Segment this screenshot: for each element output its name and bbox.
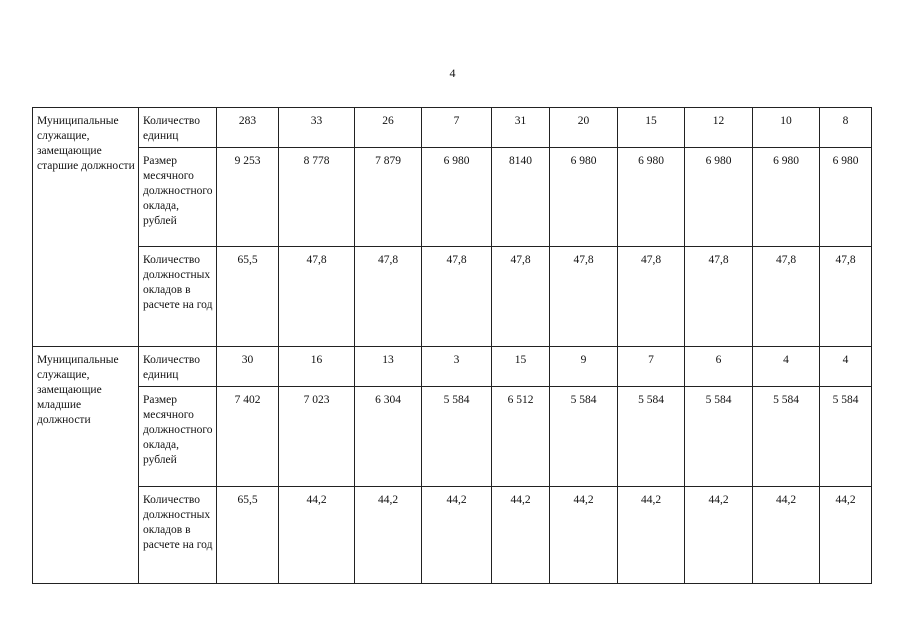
value-cell: 47,8	[354, 247, 421, 347]
indicator-cell: Количество должностных окладов в расчете на год	[139, 247, 217, 347]
value-cell: 6 980	[684, 148, 752, 247]
value-cell: 44,2	[752, 487, 819, 584]
value-cell: 15	[491, 347, 549, 387]
value-cell: 44,2	[278, 487, 354, 584]
value-cell: 7	[617, 347, 684, 387]
value-cell: 9 253	[216, 148, 278, 247]
value-cell: 5 584	[752, 387, 819, 487]
value-cell: 5 584	[617, 387, 684, 487]
indicator-cell: Количество должностных окладов в расчете на год	[139, 487, 217, 584]
table-row	[33, 148, 872, 247]
value-cell: 7 402	[216, 387, 278, 487]
value-cell: 4	[752, 347, 819, 387]
value-cell: 47,8	[752, 247, 819, 347]
value-cell: 65,5	[216, 487, 278, 584]
value-cell: 47,8	[549, 247, 617, 347]
value-cell: 6 304	[354, 387, 421, 487]
value-cell: 3	[421, 347, 491, 387]
value-cell: 9	[549, 347, 617, 387]
value-cell: 16	[278, 347, 354, 387]
value-cell: 8140	[491, 148, 549, 247]
value-cell: 47,8	[617, 247, 684, 347]
group-label-senior: Муниципальные служащие, замещающие старшие должности	[33, 108, 139, 347]
indicator-cell: Размер месячного должностного оклада, рублей	[139, 387, 217, 487]
value-cell: 7 023	[278, 387, 354, 487]
value-cell: 47,8	[278, 247, 354, 347]
value-cell: 44,2	[491, 487, 549, 584]
value-cell: 47,8	[819, 247, 871, 347]
value-cell: 6	[684, 347, 752, 387]
value-cell: 30	[216, 347, 278, 387]
table-row	[33, 247, 872, 347]
table-row	[33, 387, 872, 487]
value-cell: 20	[549, 108, 617, 148]
value-cell: 7 879	[354, 148, 421, 247]
value-cell: 6 980	[549, 148, 617, 247]
indicator-cell: Размер месячного должностного оклада, рублей	[139, 148, 217, 247]
value-cell: 12	[684, 108, 752, 148]
value-cell: 6 980	[617, 148, 684, 247]
value-cell: 8	[819, 108, 871, 148]
value-cell: 5 584	[421, 387, 491, 487]
value-cell: 13	[354, 347, 421, 387]
value-cell: 5 584	[819, 387, 871, 487]
value-cell: 44,2	[617, 487, 684, 584]
value-cell: 5 584	[549, 387, 617, 487]
value-cell: 283	[216, 108, 278, 148]
value-cell: 33	[278, 108, 354, 148]
value-cell: 47,8	[684, 247, 752, 347]
value-cell: 44,2	[684, 487, 752, 584]
value-cell: 6 512	[491, 387, 549, 487]
value-cell: 44,2	[421, 487, 491, 584]
value-cell: 10	[752, 108, 819, 148]
value-cell: 31	[491, 108, 549, 148]
table-row	[33, 487, 872, 584]
value-cell: 8 778	[278, 148, 354, 247]
value-cell: 65,5	[216, 247, 278, 347]
value-cell: 5 584	[684, 387, 752, 487]
value-cell: 26	[354, 108, 421, 148]
value-cell: 47,8	[491, 247, 549, 347]
indicator-cell: Количество единиц	[139, 347, 217, 387]
value-cell: 6 980	[421, 148, 491, 247]
value-cell: 47,8	[421, 247, 491, 347]
value-cell: 44,2	[819, 487, 871, 584]
table-row	[33, 108, 872, 148]
value-cell: 4	[819, 347, 871, 387]
indicator-cell: Количество единиц	[139, 108, 217, 148]
value-cell: 7	[421, 108, 491, 148]
value-cell: 44,2	[549, 487, 617, 584]
group-label-junior: Муниципальные служащие, замещающие младшие должности	[33, 347, 139, 584]
value-cell: 6 980	[752, 148, 819, 247]
value-cell: 44,2	[354, 487, 421, 584]
value-cell: 15	[617, 108, 684, 148]
page-number: 4	[449, 66, 456, 80]
table-row	[33, 347, 872, 387]
staffing-table	[32, 107, 872, 584]
value-cell: 6 980	[819, 148, 871, 247]
